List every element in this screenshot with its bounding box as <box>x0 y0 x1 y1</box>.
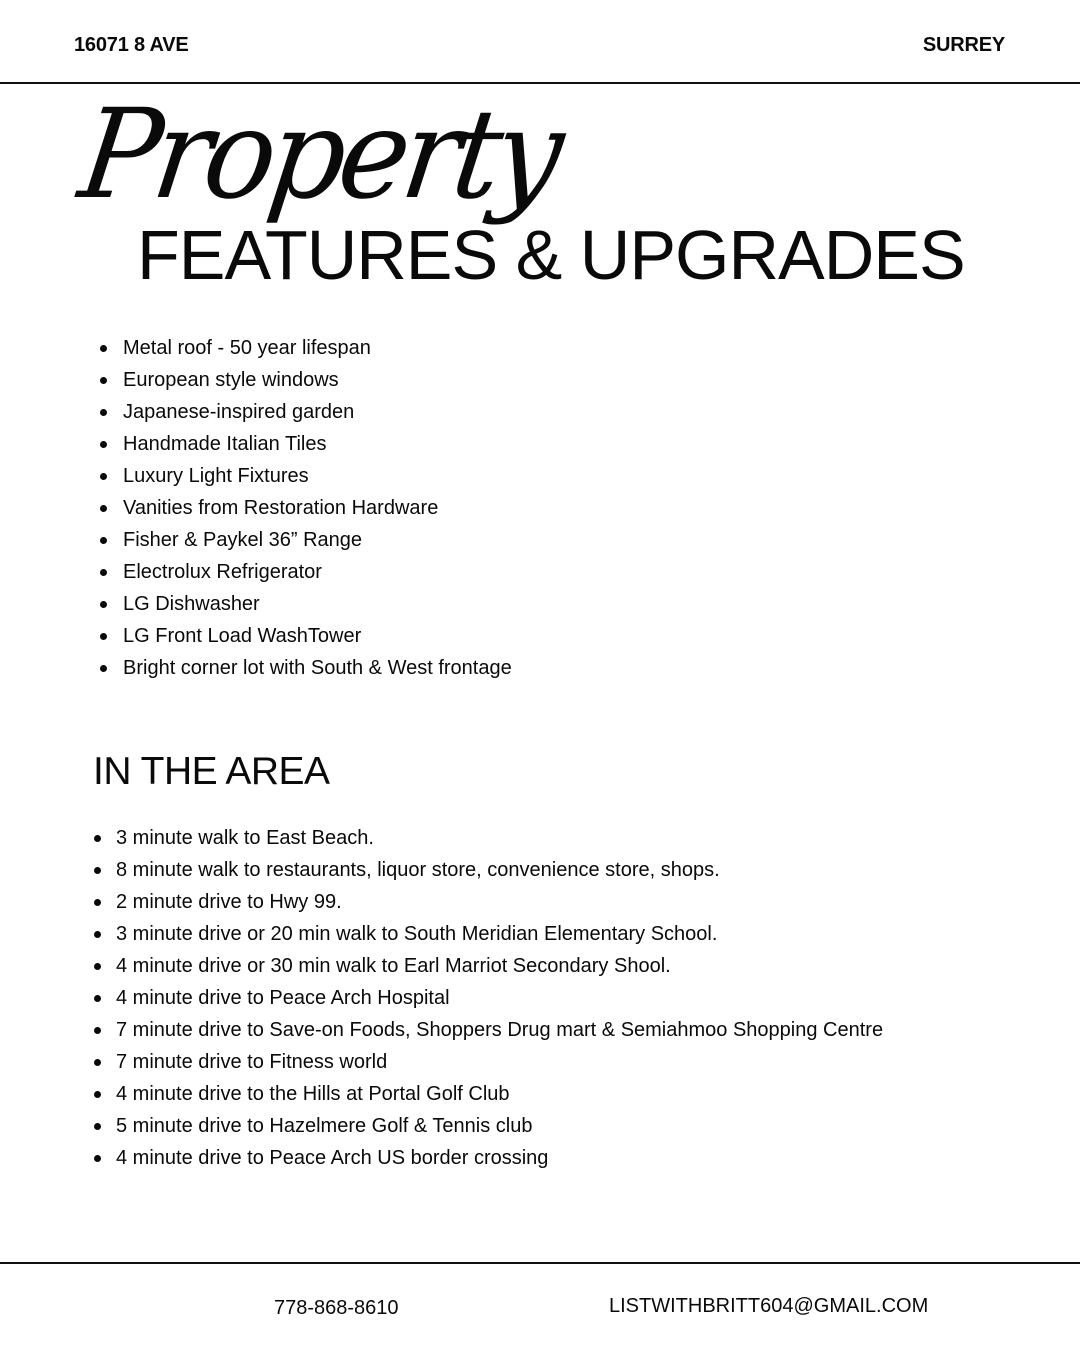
feature-item <box>92 524 512 556</box>
feature-item <box>92 652 512 684</box>
feature-item <box>92 396 512 428</box>
area-text: 8 minute walk to restaurants, liquor store, convenience store, shops. <box>116 859 720 881</box>
feature-text: Bright corner lot with South & West frontage <box>123 657 512 679</box>
property-city: SURREY <box>922 34 1005 56</box>
bullet-icon <box>100 665 107 672</box>
feature-item <box>92 588 512 620</box>
area-text: 4 minute drive to the Hills at Portal Golf Club <box>116 1083 510 1105</box>
area-text: 2 minute drive to Hwy 99. <box>116 891 342 913</box>
area-item <box>92 1078 883 1110</box>
feature-item <box>92 364 512 396</box>
area-item <box>92 918 883 950</box>
bullet-icon <box>94 867 101 874</box>
contact-phone[interactable]: 778-868-8610 <box>274 1297 399 1319</box>
bullet-icon <box>100 537 107 544</box>
area-section-title: IN THE AREA <box>93 750 330 793</box>
bullet-icon <box>100 473 107 480</box>
bullet-icon <box>94 899 101 906</box>
feature-item <box>92 556 512 588</box>
feature-item <box>92 332 512 364</box>
feature-text: Luxury Light Fixtures <box>123 465 309 487</box>
area-text: 4 minute drive or 30 min walk to Earl Marriot Secondary Shool. <box>116 955 671 977</box>
bullet-icon <box>94 835 101 842</box>
bullet-icon <box>100 505 107 512</box>
area-item <box>92 982 883 1014</box>
area-text: 5 minute drive to Hazelmere Golf & Tennis club <box>116 1115 533 1137</box>
area-item <box>92 822 883 854</box>
bullet-icon <box>94 1027 101 1034</box>
area-item <box>92 886 883 918</box>
area-text: 3 minute drive or 20 min walk to South Meridian Elementary School. <box>116 923 718 945</box>
feature-text: LG Dishwasher <box>123 593 260 615</box>
bullet-icon <box>94 1123 101 1130</box>
feature-item <box>92 620 512 652</box>
bullet-icon <box>94 963 101 970</box>
bullet-icon <box>100 601 107 608</box>
feature-text: European style windows <box>123 369 339 391</box>
feature-text: Electrolux Refrigerator <box>123 561 322 583</box>
bullet-icon <box>100 377 107 384</box>
area-item <box>92 854 883 886</box>
feature-item <box>92 492 512 524</box>
bullet-icon <box>94 931 101 938</box>
bullet-icon <box>94 1155 101 1162</box>
area-item <box>92 1110 883 1142</box>
bullet-icon <box>100 345 107 352</box>
area-text: 7 minute drive to Fitness world <box>116 1051 388 1073</box>
feature-text: Metal roof - 50 year lifespan <box>123 337 371 359</box>
area-item <box>92 1142 883 1174</box>
feature-item <box>92 460 512 492</box>
area-text: 4 minute drive to Peace Arch US border crossing <box>116 1147 549 1169</box>
property-address: 16071 8 AVE <box>74 34 189 56</box>
page-header <box>0 0 1080 84</box>
feature-text: Fisher & Paykel 36” Range <box>123 529 363 551</box>
area-list <box>92 822 883 1174</box>
feature-text: Vanities from Restoration Hardware <box>123 497 439 519</box>
bullet-icon <box>94 995 101 1002</box>
feature-text: Handmade Italian Tiles <box>123 433 327 455</box>
bullet-icon <box>100 569 107 576</box>
bullet-icon <box>94 1059 101 1066</box>
feature-text: LG Front Load WashTower <box>123 625 362 647</box>
area-text: 7 minute drive to Save-on Foods, Shoppers Drug mart & Semiahmoo Shopping Centre <box>116 1019 884 1041</box>
feature-text: Japanese-inspired garden <box>123 401 355 423</box>
features-list <box>92 332 512 684</box>
bullet-icon <box>100 409 107 416</box>
feature-item <box>92 428 512 460</box>
bullet-icon <box>94 1091 101 1098</box>
page-title: FEATURES & UPGRADES <box>137 216 965 294</box>
footer-divider <box>0 1262 1080 1264</box>
area-text: 3 minute walk to East Beach. <box>116 827 374 849</box>
area-item <box>92 950 883 982</box>
bullet-icon <box>100 633 107 640</box>
contact-email[interactable]: LISTWITHBRITT604@GMAIL.COM <box>609 1295 929 1317</box>
area-item <box>92 1046 883 1078</box>
script-title: Property <box>72 81 567 227</box>
area-item <box>92 1014 883 1046</box>
bullet-icon <box>100 441 107 448</box>
area-text: 4 minute drive to Peace Arch Hospital <box>116 987 450 1009</box>
